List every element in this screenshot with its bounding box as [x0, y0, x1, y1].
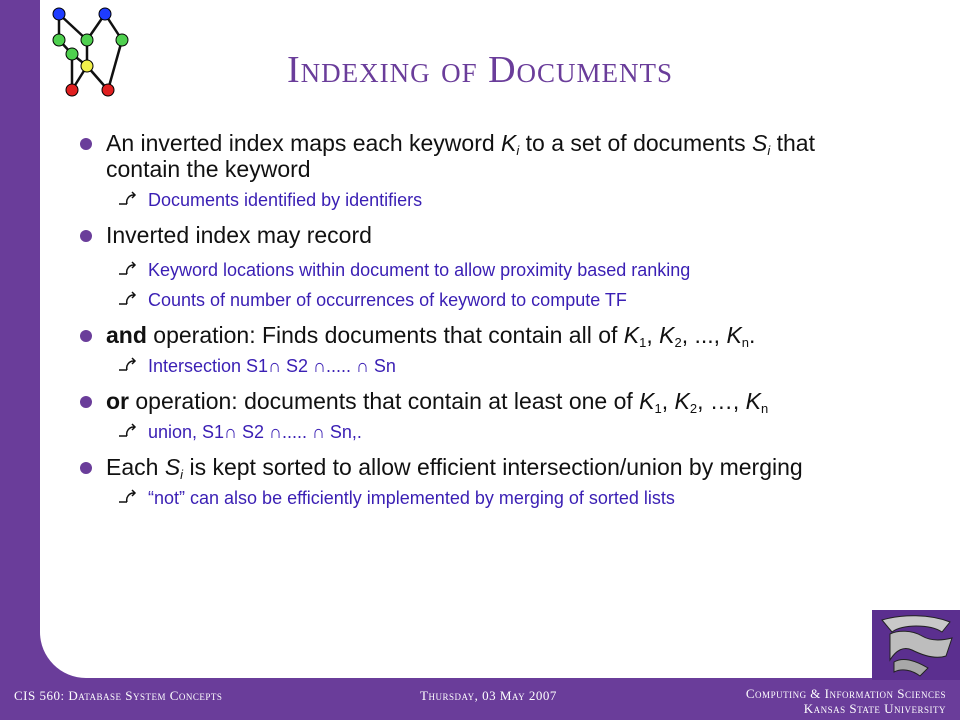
sub-bullet [80, 486, 880, 510]
sub-bullet-icon [118, 291, 140, 307]
sub-bullet-icon [118, 261, 140, 277]
bullet-dot-icon [80, 138, 92, 150]
bullet-dot-icon [80, 330, 92, 342]
text: S [751, 130, 768, 156]
text: K [639, 388, 655, 414]
text: operation: documents that contain at least one of [129, 388, 640, 414]
keyword: or [106, 388, 129, 414]
sub-bullet [80, 288, 880, 312]
text: , …, [697, 388, 746, 414]
text: K [623, 322, 640, 348]
text: Inverted index may record [106, 222, 372, 248]
text: K [745, 388, 762, 414]
text: . [749, 322, 756, 348]
text: Keyword locations within document to allow proximity based ranking [148, 260, 691, 280]
bullet-and-operation [80, 322, 880, 348]
bullet-sorted [80, 454, 880, 480]
subscript: i [516, 143, 520, 158]
text: K [726, 322, 742, 348]
footer-course: CIS 560: Database System Concepts [14, 688, 223, 703]
subscript: i [767, 143, 771, 158]
text: “not” can also be efficiently implemented by merging of sorted lists [148, 488, 675, 508]
sub-bullet [80, 258, 880, 282]
bullet-list [80, 122, 880, 510]
sub-bullet-icon [118, 191, 140, 207]
footer-date: Thursday, 03 May 2007 [420, 688, 557, 703]
ksu-wildcat-logo-icon [872, 610, 960, 680]
text: union, S1∩ S2 ∩..... ∩ Sn,. [148, 422, 362, 442]
text: , [661, 388, 675, 414]
keyword: and [106, 322, 147, 348]
subscript: 2 [674, 335, 682, 350]
text: K [659, 322, 675, 348]
bullet-or-operation [80, 388, 880, 414]
text: Documents identified by identifiers [148, 190, 423, 210]
sub-bullet-icon [118, 357, 140, 373]
text: to a set of documents [519, 130, 752, 156]
sub-bullet-icon [118, 423, 140, 439]
text: K [501, 130, 517, 156]
subscript: n [761, 401, 769, 416]
text: operation: Finds documents that contain all of [146, 322, 624, 348]
text: , [646, 322, 660, 348]
sub-bullet [80, 354, 880, 378]
subscript: n [741, 335, 750, 350]
bullet-dot-icon [80, 396, 92, 408]
text: that contain the keyword [106, 130, 815, 182]
text: Counts of number of occurrences of keyword to compute TF [148, 290, 627, 310]
footer-department [746, 686, 946, 716]
text: K [674, 388, 690, 414]
bullet-dot-icon [80, 230, 92, 242]
bullet-inverted-index [80, 130, 880, 182]
text: An inverted index maps each keyword [106, 130, 502, 156]
text: Each [106, 454, 165, 480]
subscript: 2 [689, 401, 698, 416]
sub-bullet [80, 188, 880, 212]
bullet-may-record [80, 222, 880, 248]
slide-title: Indexing of Documents [286, 49, 674, 91]
footer-university-line2: Kansas State University [803, 701, 946, 716]
text: Intersection S1∩ S2 ∩..... ∩ Sn [148, 356, 396, 376]
bullet-dot-icon [80, 462, 92, 474]
subscript: 1 [654, 401, 662, 416]
subscript: 1 [639, 335, 647, 350]
subscript: i [180, 467, 184, 482]
text: S [164, 454, 181, 480]
sub-bullet-icon [118, 489, 140, 505]
text: is kept sorted to allow efficient intersection/union by merging [183, 454, 803, 480]
footer-department-line1: Computing & Information Sciences [745, 686, 946, 701]
sub-bullet [80, 420, 880, 444]
text: , ..., [681, 322, 727, 348]
